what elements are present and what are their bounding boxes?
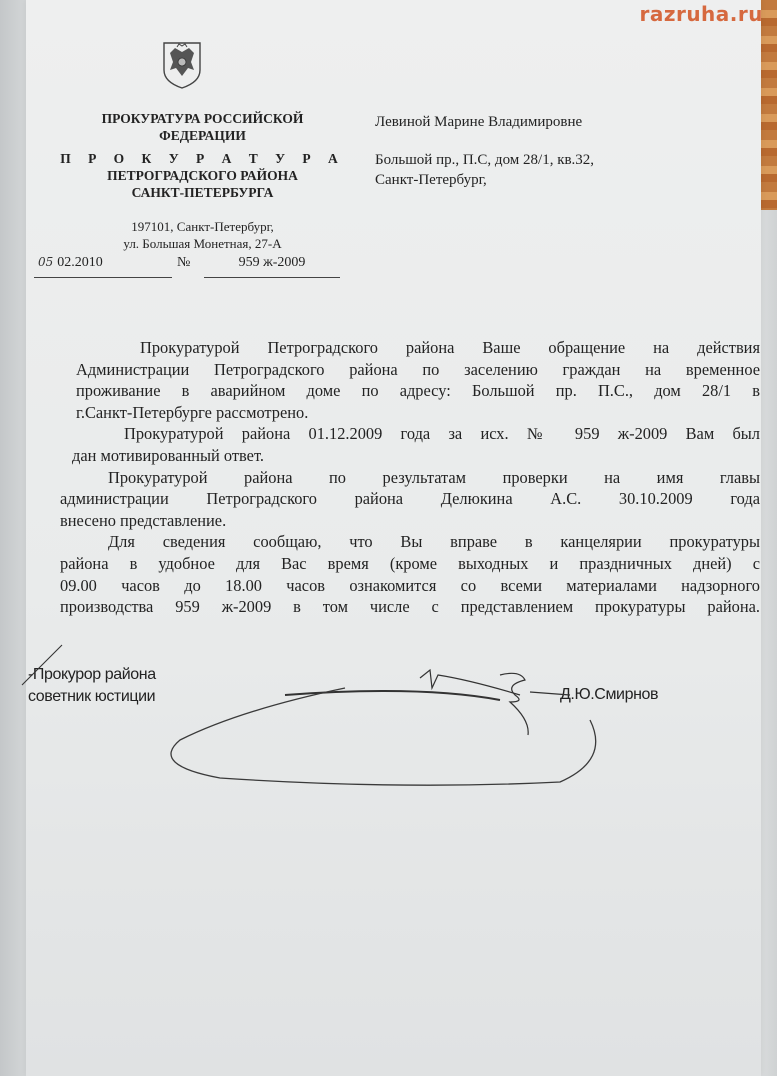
body-line: 09.00 часов до 18.00 часов ознакомится со всеми материалами надзорного [60,575,760,595]
recipient-address-line: Санкт-Петербург, [375,172,487,188]
letter-body [60,337,760,618]
body-line: проживание в аварийном доме по адресу: Большой пр. П.С., дом 28/1 в [76,381,760,401]
sender-organization [60,110,345,201]
registration-date [34,255,172,278]
body-line: Администрации Петроградского района по заселению граждан на временное [76,359,760,379]
org-line: ФЕДЕРАЦИИ [159,128,246,143]
address-line: 197101, Санкт-Петербург, [131,219,274,234]
paragraph [60,531,760,617]
paragraph [60,423,760,466]
org-line: САНКТ-ПЕТЕРБУРГА [131,185,274,200]
date-text: 02.2010 [57,255,103,270]
coat-of-arms-icon [161,40,203,90]
body-line: г.Санкт-Петербурге рассмотрено. [76,402,309,422]
handwritten-day: 05 [38,255,54,269]
org-line: П Р О К У Р А Т У Р А [60,151,345,166]
paragraph [60,337,760,423]
recipient-name: Левиной Марине Владимировне [375,114,583,130]
body-line: Прокуратурой района 01.12.2009 года за исх. № 959 ж-2009 Вам был [124,424,760,444]
org-line: ПЕТРОГРАДСКОГО РАЙОНА [107,168,298,183]
wood-surface [761,0,777,210]
body-line: администрации Петроградского района Делюкина А.С. 30.10.2009 года [60,489,760,509]
sender-address [60,218,345,252]
signatory-title-line: советник юстиции [28,688,156,705]
body-line: Прокуратурой Петроградского района Ваше обращение на действия [140,338,760,357]
paragraph [60,467,760,532]
body-line: Прокуратурой района по результатам проверки на имя главы [108,467,760,487]
recipient-block [375,112,594,190]
signatory-name: Д.Ю.Смирнов [560,686,659,703]
body-line: района в удобное для Вас время (кроме выходных и праздничных дней) с [60,553,760,573]
watermark: razruha.ru [639,2,763,26]
body-line: дан мотивированный ответ. [72,445,264,465]
body-line: производства 959 ж-2009 в том числе с представлением прокуратуры района. [60,597,760,617]
body-line: Для сведения сообщаю, что Вы вправе в канцелярии прокуратуры [108,532,760,552]
address-line: ул. Большая Монетная, 27-А [123,236,282,251]
recipient-address-line: Большой пр., П.С, дом 28/1, кв.32, [375,152,595,168]
org-line: ПРОКУРАТУРА РОССИЙСКОЙ [101,111,304,126]
handwritten-signature [0,640,777,790]
registration-number: 959 ж-2009 [204,255,340,278]
signatory-title-line: -Прокурор района [28,666,156,683]
body-line: внесено представление. [60,510,227,530]
number-sign: № [177,255,191,270]
